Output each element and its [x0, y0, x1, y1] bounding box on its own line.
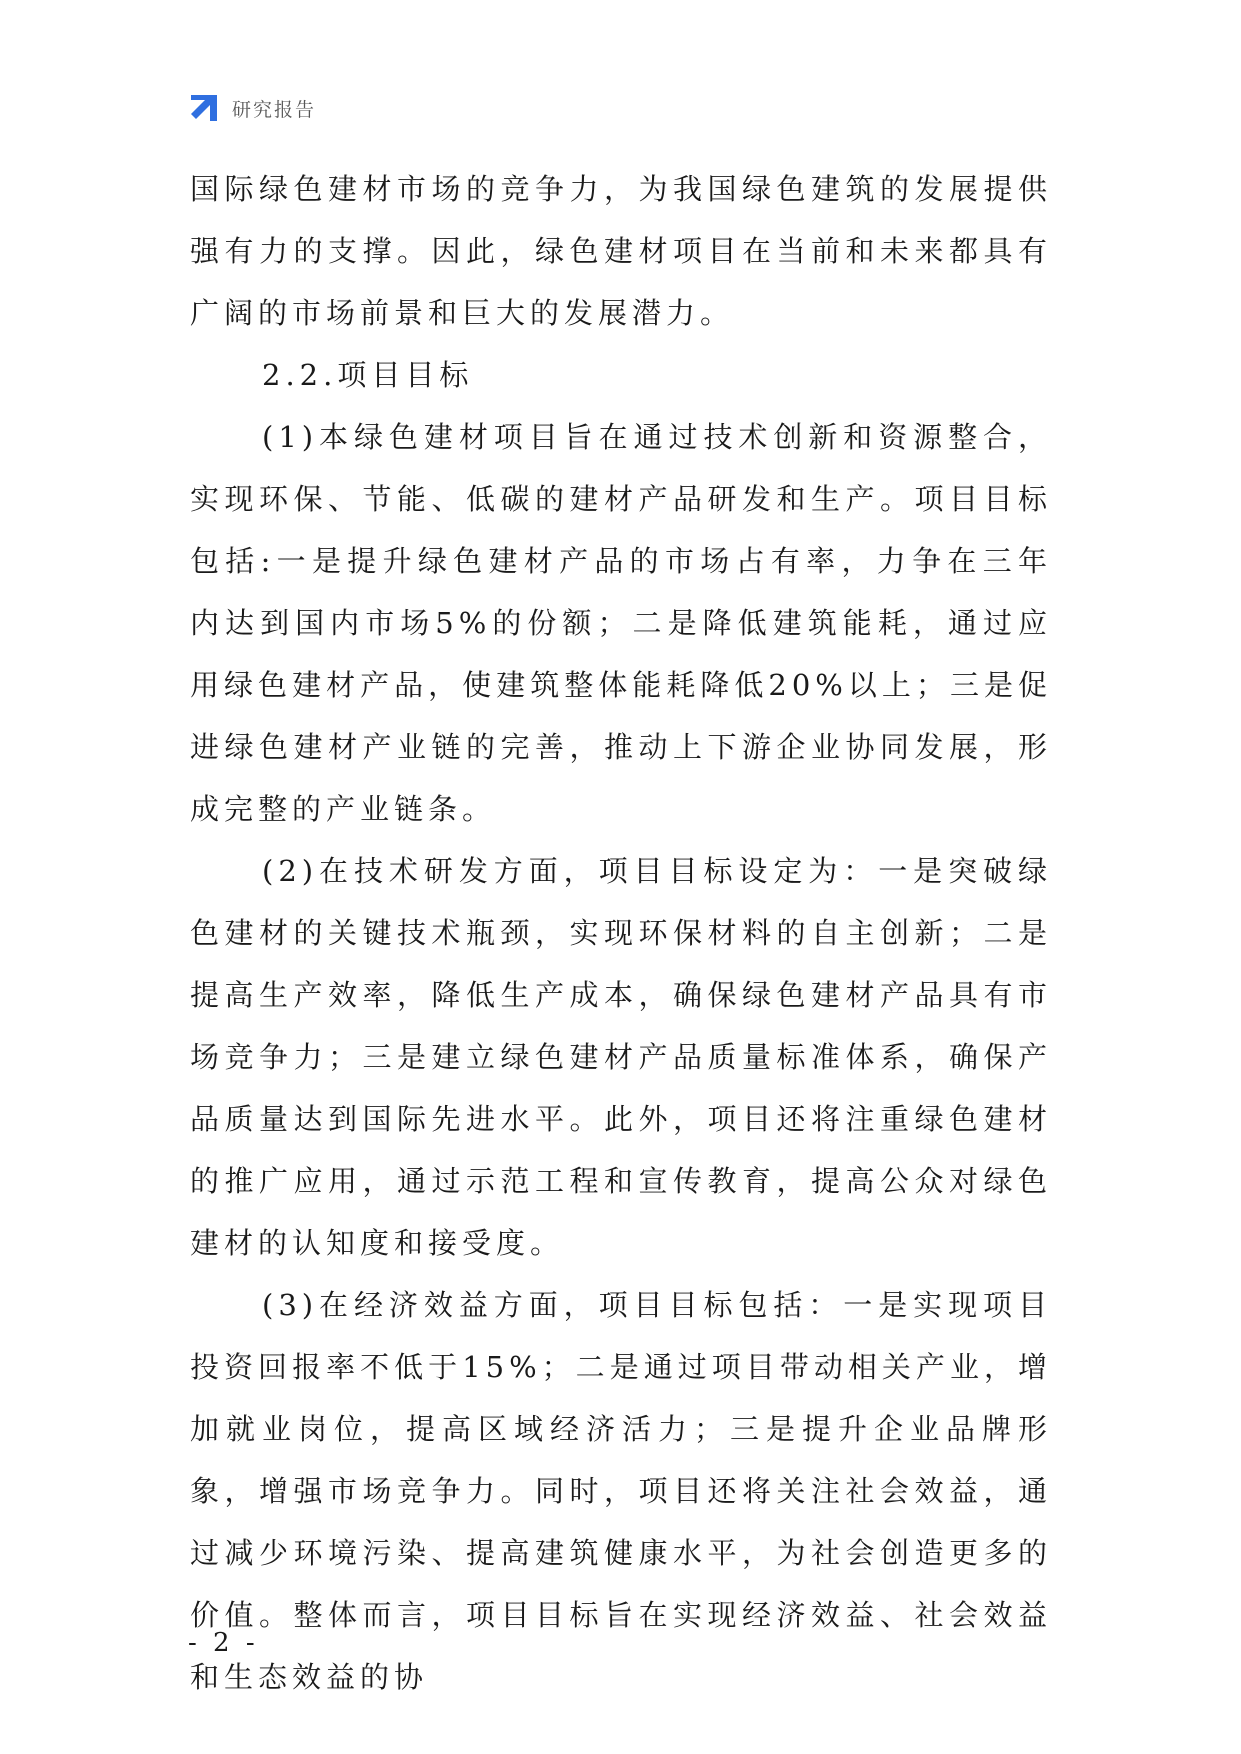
- paragraph-2: (2)在技术研发方面，项目目标设定为：一是突破绿色建材的关键技术瓶颈，实现环保材料的自主创新；二是提高生产效率，降低生产成本，确保绿色建材产品具有市场竞争力；三是建立绿色建材产品质量标准体系，确保产品质量达到国际先进水平。此外，项目还将注重绿色建材的推广应用，通过示范工程和宣传教育，提高公众对绿色建材的认知度和接受度。: [190, 854, 1052, 1260]
- paragraph-3: (3)在经济效益方面，项目目标包括：一是实现项目投资回报率不低于15%；二是通过项目带动相关产业，增加就业岗位，提高区域经济活力；三是提升企业品牌形象，增强市场竞争力。同时，项目还将关注社会效益，通过减少环境污染、提高建筑健康水平，为社会创造更多的价值。整体而言，项目目标旨在实现经济效益、社会效益和生态效益的协: [190, 1288, 1052, 1694]
- page-number: - 2 -: [188, 1628, 259, 1658]
- arrow-logo-icon: [188, 92, 220, 124]
- page-header: [188, 88, 316, 128]
- section-heading: 2.2.项目目标: [262, 358, 474, 392]
- document-body: [190, 158, 1052, 1708]
- paragraph-1: (1)本绿色建材项目旨在通过技术创新和资源整合，实现环保、节能、低碳的建材产品研发和生产。项目目标包括:一是提升绿色建材产品的市场占有率，力争在三年内达到国内市场5%的份额；二是降低建筑能耗，通过应用绿色建材产品，使建筑整体能耗降低20%以上；三是促进绿色建材产业链的完善，推动上下游企业协同发展，形成完整的产业链条。: [190, 420, 1052, 826]
- intro-paragraph: 国际绿色建材市场的竞争力，为我国绿色建筑的发展提供强有力的支撑。因此，绿色建材项目在当前和未来都具有广阔的市场前景和巨大的发展潜力。: [190, 172, 1052, 330]
- report-title: 研究报告: [232, 98, 317, 121]
